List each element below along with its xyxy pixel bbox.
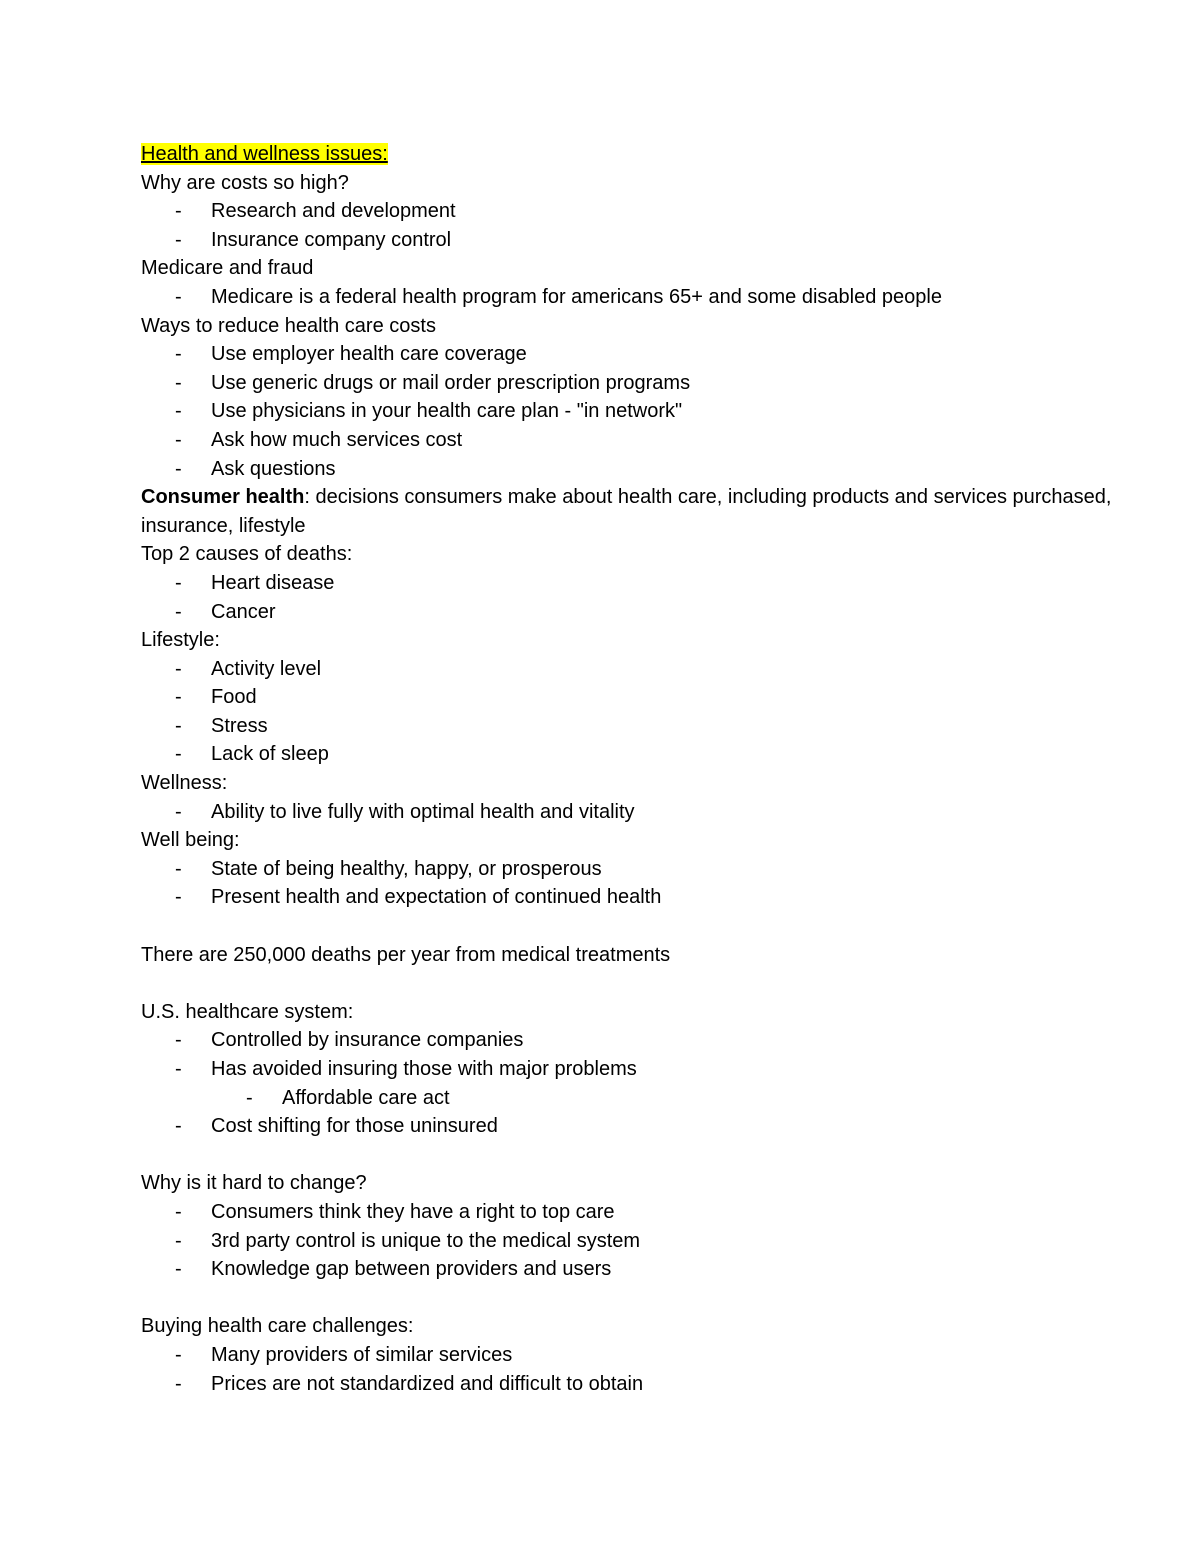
dash-bullet: - xyxy=(175,886,182,909)
list-item: - Stress xyxy=(141,712,1121,741)
dash-bullet: - xyxy=(175,857,182,880)
dash-bullet: - xyxy=(175,1058,182,1080)
dash-bullet: - xyxy=(175,600,182,623)
list-item: - Has avoided insuring those with major problems xyxy=(141,1055,1121,1084)
us-system-title: U.S. healthcare system: xyxy=(141,1000,354,1023)
dash-bullet: - xyxy=(175,686,182,709)
list-item: - State of being healthy, happy, or prosperous xyxy=(141,855,1121,884)
list-item: - Food xyxy=(141,683,1121,712)
document-page xyxy=(141,140,1121,1398)
dash-bullet: - xyxy=(175,343,182,366)
lifestyle-title: Lifestyle: xyxy=(141,629,220,652)
dash-bullet: - xyxy=(175,200,182,223)
list-item: - Controlled by insurance companies xyxy=(141,1026,1121,1055)
buying-title: Buying health care challenges: xyxy=(141,1315,414,1338)
list-item: - Research and development xyxy=(141,197,1121,226)
wellbeing-title: Well being: xyxy=(141,829,240,852)
consumer-health-definition xyxy=(141,483,1121,540)
list-item: - Use physicians in your health care plan - "in network" xyxy=(141,397,1121,426)
wellness-title: Wellness: xyxy=(141,772,228,795)
dash-bullet: - xyxy=(175,743,182,766)
list-item: - Use generic drugs or mail order prescription programs xyxy=(141,369,1121,398)
list-item: - Consumers think they have a right to top care xyxy=(141,1198,1121,1227)
dash-bullet: - xyxy=(246,1086,253,1109)
list-item: - Present health and expectation of continued health xyxy=(141,883,1121,912)
list-item: - Ask how much services cost xyxy=(141,426,1121,455)
nested-list-item: - Affordable care act xyxy=(141,1084,1121,1113)
dash-bullet: - xyxy=(175,657,182,680)
costs-title: Why are costs so high? xyxy=(141,171,349,194)
dash-bullet: - xyxy=(175,571,182,594)
list-item: - 3rd party control is unique to the medical system xyxy=(141,1227,1121,1256)
list-item: - Many providers of similar services xyxy=(141,1341,1121,1370)
dash-bullet: - xyxy=(175,1115,182,1138)
term-bold: Consumer health xyxy=(141,486,305,509)
list-item: - Cancer xyxy=(141,598,1121,627)
dash-bullet: - xyxy=(175,371,182,394)
definition-text: : decisions consumers make about health care, including products and services purchased, insurance, lifestyle xyxy=(141,486,1112,537)
list-item: - Prices are not standardized and difficult to obtain xyxy=(141,1370,1121,1399)
blank-line xyxy=(141,1284,1121,1313)
statistic-text: There are 250,000 deaths per year from medical treatments xyxy=(141,943,671,966)
document-heading xyxy=(141,140,1121,169)
dash-bullet: - xyxy=(175,457,182,480)
list-item: - Knowledge gap between providers and users xyxy=(141,1255,1121,1284)
dash-bullet: - xyxy=(175,428,182,451)
dash-bullet: - xyxy=(175,1029,182,1052)
dash-bullet: - xyxy=(175,1343,182,1366)
list-item: - Cost shifting for those uninsured xyxy=(141,1112,1121,1141)
dash-bullet: - xyxy=(175,800,182,823)
list-item: - Ask questions xyxy=(141,455,1121,484)
blank-line xyxy=(141,912,1121,941)
dash-bullet: - xyxy=(175,1258,182,1281)
medicare-title: Medicare and fraud xyxy=(141,257,314,280)
list-item: - Lack of sleep xyxy=(141,740,1121,769)
dash-bullet: - xyxy=(175,714,182,737)
dash-bullet: - xyxy=(175,1200,182,1223)
list-item: - Activity level xyxy=(141,655,1121,684)
dash-bullet: - xyxy=(175,400,182,423)
list-item: - Medicare is a federal health program for americans 65+ and some disabled people xyxy=(141,283,1121,312)
highlighted-heading: Health and wellness issues: xyxy=(141,143,388,165)
dash-bullet: - xyxy=(175,285,182,308)
dash-bullet: - xyxy=(175,228,182,251)
dash-bullet: - xyxy=(175,1229,182,1252)
reduce-title: Ways to reduce health care costs xyxy=(141,314,436,337)
list-item: - Use employer health care coverage xyxy=(141,340,1121,369)
dash-bullet: - xyxy=(175,1372,182,1395)
change-title: Why is it hard to change? xyxy=(141,1172,367,1195)
blank-line xyxy=(141,969,1121,998)
deaths-title: Top 2 causes of deaths: xyxy=(141,543,353,566)
blank-line xyxy=(141,1141,1121,1170)
list-item: - Ability to live fully with optimal health and vitality xyxy=(141,798,1121,827)
list-item: - Insurance company control xyxy=(141,226,1121,255)
list-item: - Heart disease xyxy=(141,569,1121,598)
